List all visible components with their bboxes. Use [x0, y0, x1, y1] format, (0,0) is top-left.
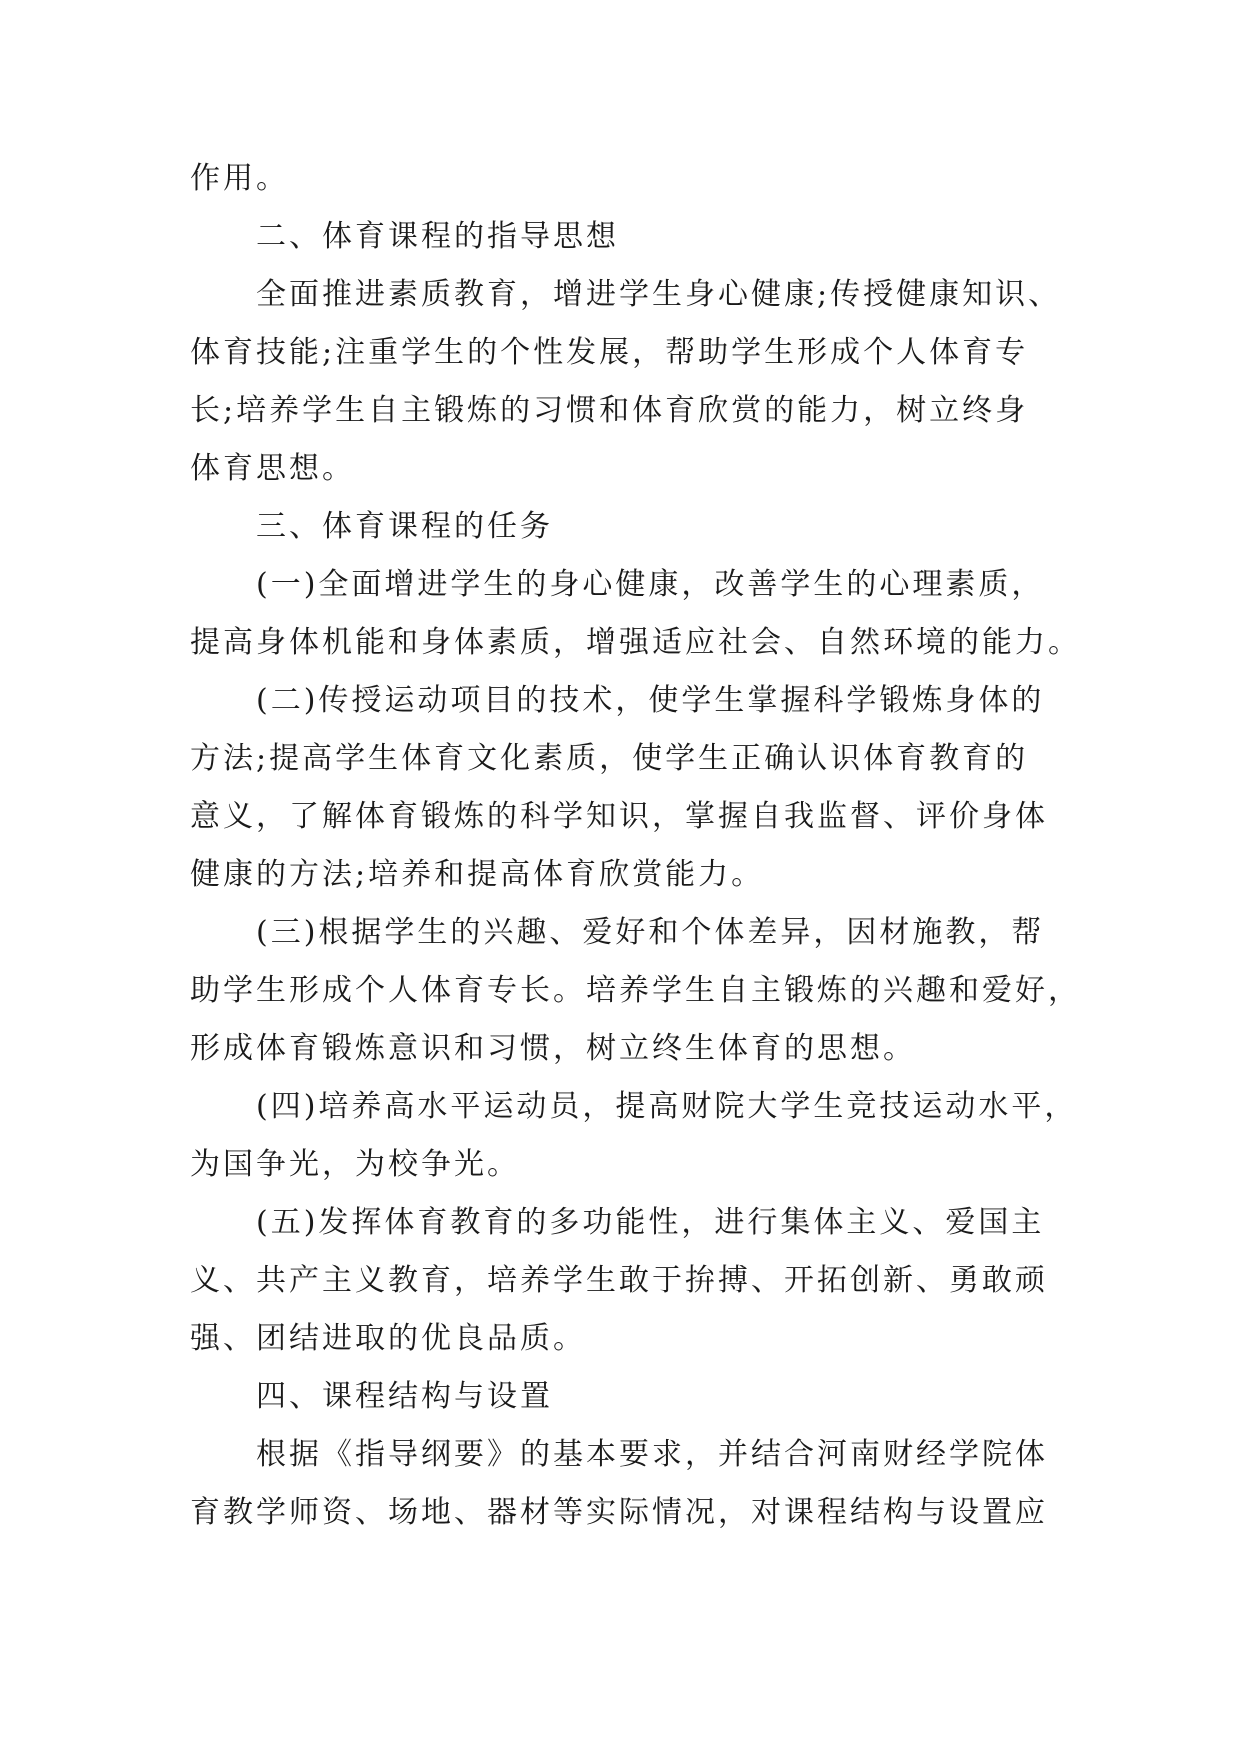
text-line: 提高身体机能和身体素质，增强适应社会、自然环境的能力。: [190, 625, 1081, 660]
text-line: 形成体育锻炼意识和习惯，树立终生体育的思想。: [190, 1031, 916, 1066]
text-line: (三)根据学生的兴趣、爱好和个体差异，因材施教，帮: [256, 915, 1045, 950]
text-line: 长;培养学生自主锻炼的习惯和体育欣赏的能力，树立终身: [190, 393, 1029, 428]
document-body: [190, 150, 1081, 1542]
text-line: (五)发挥体育教育的多功能性，进行集体主义、爱国主: [256, 1205, 1045, 1240]
text-line: 方法;提高学生体育文化素质，使学生正确认识体育教育的: [190, 741, 1029, 776]
text-line: 作用。: [190, 161, 289, 196]
text-line: 义、共产主义教育，培养学生敢于拚搏、开拓创新、勇敢顽: [190, 1263, 1048, 1298]
text-line: 助学生形成个人体育专长。培养学生自主锻炼的兴趣和爱好，: [190, 973, 1081, 1008]
text-line: 为国争光，为校争光。: [190, 1147, 520, 1182]
section-heading: 二、体育课程的指导思想: [256, 219, 619, 254]
text-line: (一)全面增进学生的身心健康，改善学生的心理素质，: [256, 567, 1045, 602]
text-line: 全面推进素质教育，增进学生身心健康;传授健康知识、: [256, 277, 1062, 312]
text-line: 育教学师资、场地、器材等实际情况，对课程结构与设置应: [190, 1495, 1048, 1530]
text-line: 意义，了解体育锻炼的科学知识，掌握自我监督、评价身体: [190, 799, 1048, 834]
section-heading: 四、课程结构与设置: [256, 1379, 553, 1414]
text-line: 健康的方法;培养和提高体育欣赏能力。: [190, 857, 765, 892]
text-line: 根据《指导纲要》的基本要求，并结合河南财经学院体: [256, 1437, 1048, 1472]
text-line: (四)培养高水平运动员，提高财院大学生竞技运动水平，: [256, 1089, 1078, 1124]
section-heading: 三、体育课程的任务: [256, 509, 553, 544]
text-line: 体育技能;注重学生的个性发展，帮助学生形成个人体育专: [190, 335, 1029, 370]
text-line: 强、团结进取的优良品质。: [190, 1321, 586, 1356]
text-line: 体育思想。: [190, 451, 355, 486]
text-line: (二)传授运动项目的技术，使学生掌握科学锻炼身体的: [256, 683, 1045, 718]
